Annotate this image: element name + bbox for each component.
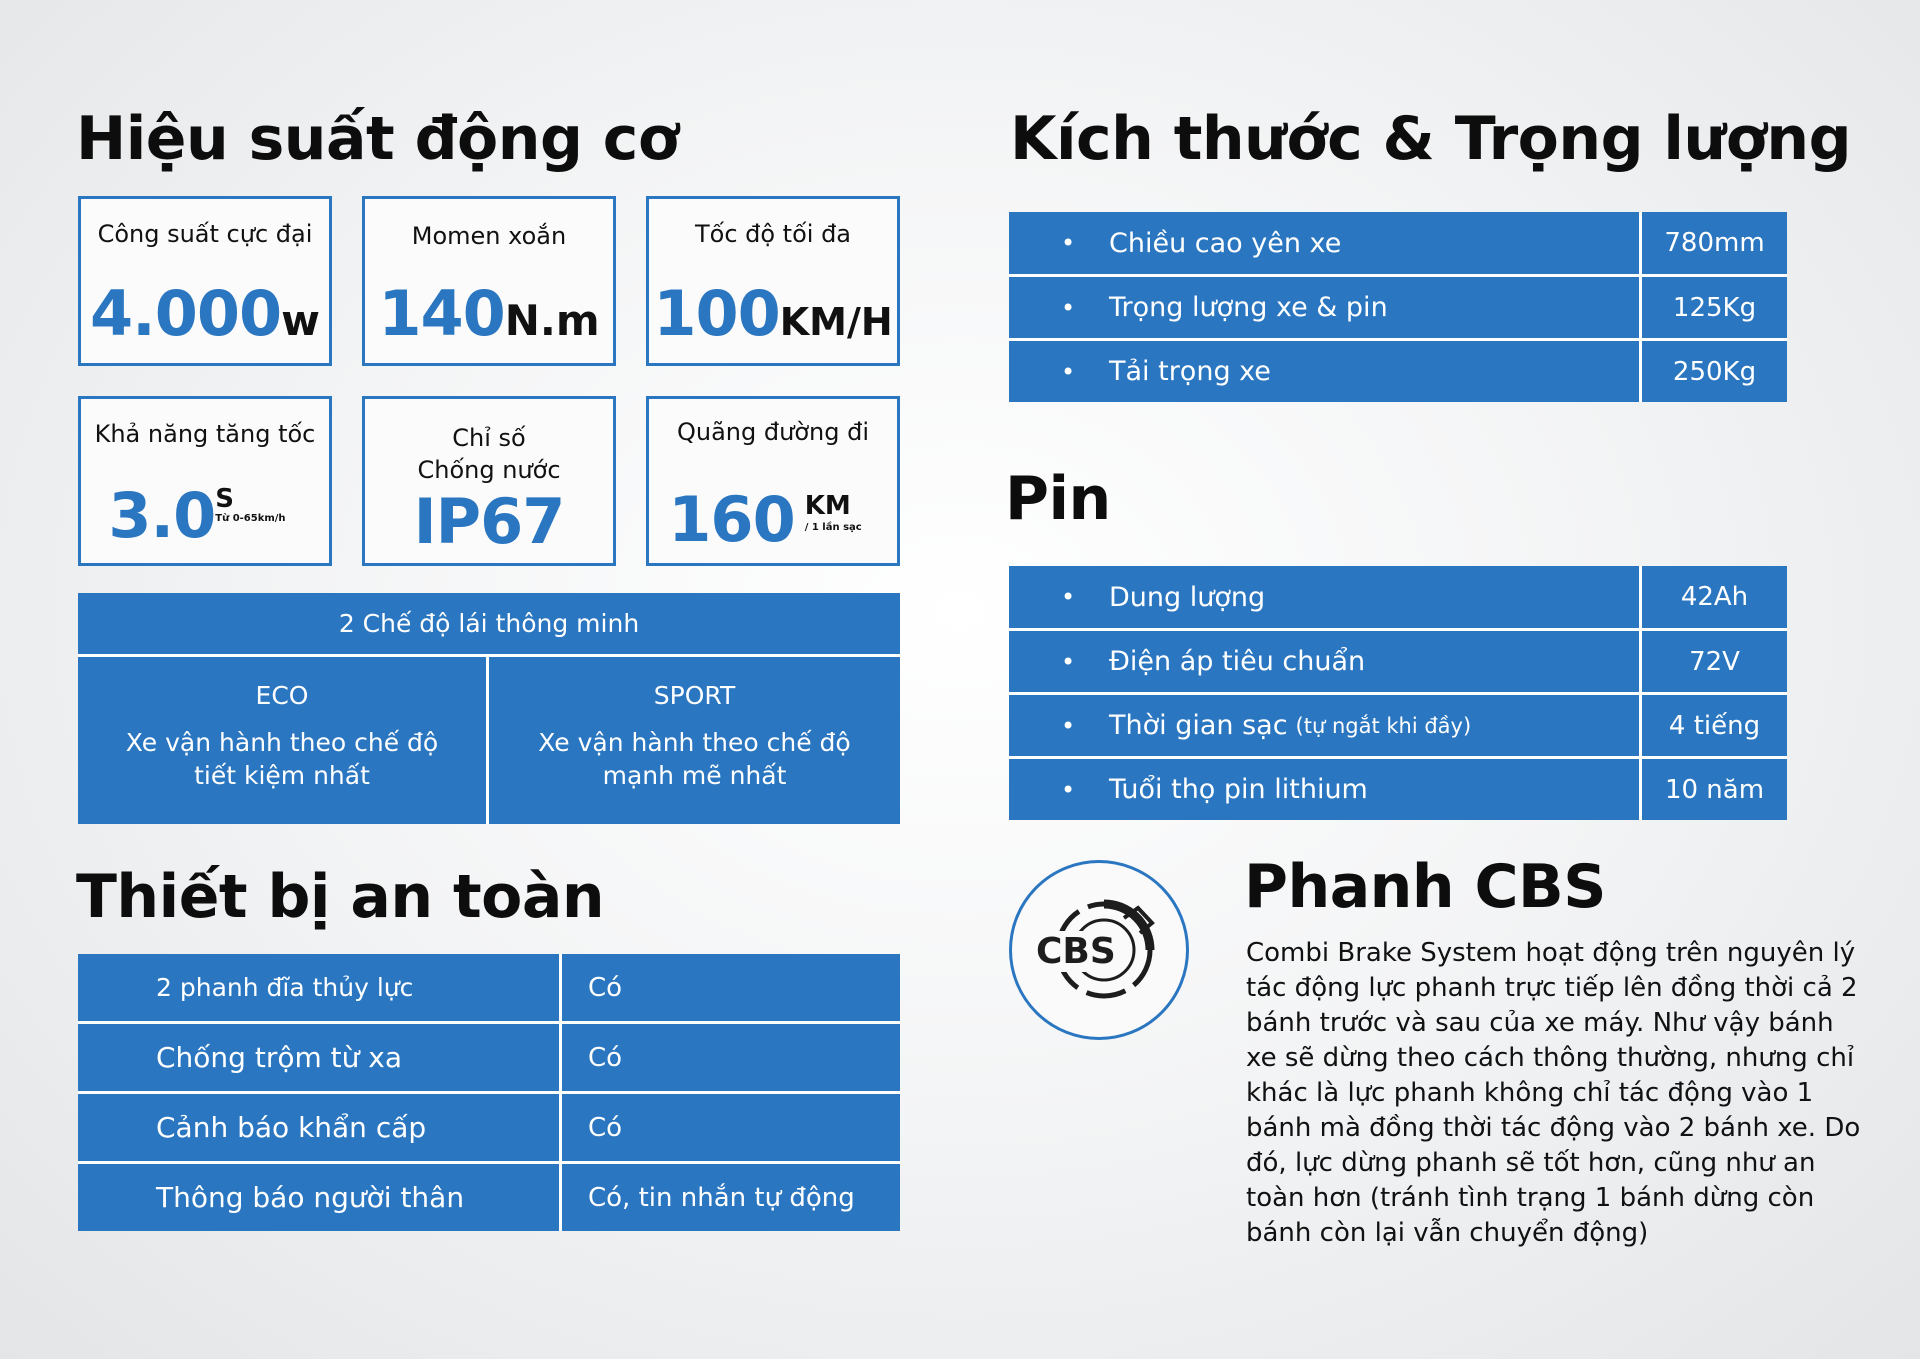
spec-key: Tuổi thọ pin lithium (1109, 774, 1368, 805)
safety-feature: Chống trộm từ xa (156, 1041, 402, 1074)
safety-value: Có, tin nhắn tự động (588, 1182, 855, 1213)
stat-value: IP67 (413, 485, 565, 558)
safety-feature: Thông báo người thân (156, 1181, 465, 1214)
table-row (1009, 628, 1787, 692)
bullet-icon: • (1061, 775, 1076, 804)
spec-key: Tải trọng xe (1109, 356, 1271, 387)
stat-value: 4.000w (90, 277, 320, 350)
stat-acceleration (78, 396, 332, 566)
stat-label: Chỉ số (452, 424, 526, 452)
stat-waterproof (362, 396, 616, 566)
spec-key: Điện áp tiêu chuẩn (1109, 646, 1366, 677)
mode-desc: Xe vận hành theo chế độ (538, 728, 851, 757)
safety-feature: 2 phanh đĩa thủy lực (156, 973, 414, 1002)
dimensions-table (1009, 212, 1787, 402)
performance-title: Hiệu suất động cơ (76, 104, 679, 174)
brake-description: Combi Brake System hoạt động trên nguyên lý tác động lực phanh trực tiếp lên đồng thời cả 2 bánh trước và sau của xe máy. Như vậy bánh xe sẽ dừng theo cách thông thường, nhưng chỉ khác là lực phanh không chỉ tác động vào 1 bánh mà đồng thời tác động vào 2 bánh xe. Do đó, lực dừng phanh sẽ tốt hơn, cũng như an toàn hơn (tránh tình trạng 1 bánh dừng còn bánh còn lại vẫn chuyển động) (1246, 938, 1861, 1248)
spec-value: 4 tiếng (1668, 710, 1761, 741)
stat-range (646, 396, 900, 566)
safety-title: Thiết bị an toàn (76, 862, 605, 932)
stat-label: Tốc độ tối đa (694, 220, 852, 248)
divider (559, 1024, 562, 1091)
drive-modes-table (78, 593, 900, 824)
safety-value: Có (588, 1112, 623, 1143)
spec-value: 72V (1689, 646, 1740, 677)
mode-eco (78, 657, 486, 824)
stat-torque (362, 196, 616, 366)
stat-label: Công suất cực đại (97, 220, 313, 248)
battery-table (1009, 566, 1787, 820)
stat-note: / 1 lần sạc (804, 522, 862, 533)
spec-value: 10 năm (1664, 774, 1765, 805)
spec-value: 42Ah (1680, 582, 1749, 612)
spec-value: 780mm (1664, 228, 1765, 258)
table-row (1009, 212, 1787, 274)
divider (559, 1094, 562, 1161)
table-row (78, 1091, 900, 1161)
dimensions-title: Kích thước & Trọng lượng (1010, 104, 1852, 174)
bullet-icon: • (1061, 229, 1076, 257)
table-row (1009, 692, 1787, 756)
divider (559, 954, 562, 1021)
safety-value: Có (588, 972, 623, 1003)
stat-label: Chống nước (417, 456, 561, 484)
safety-table (78, 954, 900, 1231)
table-row (1009, 566, 1787, 628)
stat-label: Quãng đường đi (677, 418, 869, 446)
spec-value: 250Kg (1672, 356, 1757, 387)
stat-value: 160 KM / 1 lần sạc (668, 483, 862, 556)
stat-label: Khả năng tăng tốc (94, 420, 316, 448)
stat-value: 140N.m (378, 277, 600, 350)
table-row (1009, 338, 1787, 402)
mode-name: SPORT (653, 681, 736, 710)
spec-key: Trọng lượng xe & pin (1109, 292, 1388, 323)
battery-title: Pin (1005, 464, 1111, 534)
brake-title: Phanh CBS (1244, 852, 1606, 922)
divider (559, 1164, 562, 1231)
spec-key-note: (tự ngắt khi đầy) (1295, 713, 1472, 738)
table-row (78, 954, 900, 1021)
cbs-icon-label: CBS (1036, 931, 1116, 972)
mode-desc: mạnh mẽ nhất (602, 761, 787, 790)
brake-disc-icon (1009, 860, 1189, 1040)
safety-feature: Cảnh báo khẩn cấp (156, 1111, 427, 1144)
stat-top-speed (646, 196, 900, 366)
bullet-icon: • (1061, 293, 1076, 322)
table-row (78, 1021, 900, 1091)
table-row (1009, 274, 1787, 338)
stat-label: Momen xoắn (411, 222, 567, 250)
bullet-icon: • (1061, 357, 1076, 386)
stat-value: 3.0 S Từ 0-65km/h (108, 479, 286, 552)
bullet-icon: • (1061, 647, 1076, 676)
spec-key: Chiều cao yên xe (1109, 227, 1342, 259)
bullet-icon: • (1061, 583, 1076, 611)
table-row (1009, 756, 1787, 820)
mode-desc: Xe vận hành theo chế độ (125, 728, 439, 757)
mode-desc: tiết kiệm nhất (194, 761, 370, 790)
stat-value: 100KM/H (653, 277, 893, 350)
spec-value: 125Kg (1672, 292, 1757, 323)
spec-key: Dung lượng (1109, 581, 1266, 613)
spec-key: Thời gian sạc (tự ngắt khi đầy) (1109, 710, 1472, 741)
stat-max-power (78, 196, 332, 366)
mode-sport (489, 657, 900, 824)
table-row (78, 1161, 900, 1231)
bullet-icon: • (1061, 711, 1076, 740)
drive-modes-header: 2 Chế độ lái thông minh (78, 593, 900, 657)
mode-name: ECO (255, 681, 309, 710)
stat-note: Từ 0-65km/h (215, 513, 286, 524)
safety-value: Có (588, 1042, 623, 1073)
